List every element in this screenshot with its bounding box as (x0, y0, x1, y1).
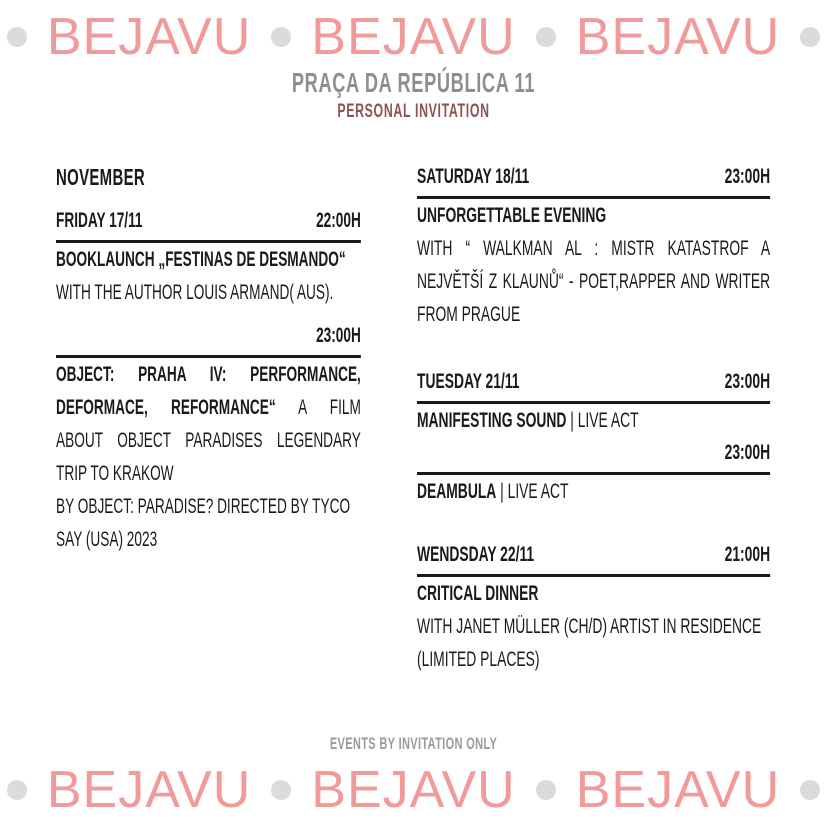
event-description-line: TRIP TO KRAKOW (56, 462, 174, 485)
event-time: 22:00H (316, 209, 361, 232)
event-subtitle-segment: | LIVE ACT (566, 409, 639, 432)
logo-wordmark: BEJAVU (575, 8, 781, 66)
month-heading: NOVEMBER (56, 164, 145, 190)
separator-dot-icon (800, 27, 820, 47)
logo-wordmark: BEJAVU (311, 761, 516, 819)
event-title (417, 404, 770, 437)
separator-dot-icon (536, 27, 556, 47)
separator-dot-icon (536, 780, 556, 800)
event-title: UNFORGETTABLE EVENING (417, 204, 607, 227)
event-title (417, 475, 770, 508)
event-dateline (417, 437, 770, 475)
logo-banner-bottom (0, 753, 827, 827)
logo-banner-top (0, 0, 827, 74)
event-dateline (56, 205, 361, 243)
event-description-line: NEJVĚTŠÍ Z KLAUNŮ“ - POET,RAPPER AND WRITER (417, 270, 771, 293)
event-description-line: (LIMITED PLACES) (417, 648, 540, 671)
separator-dot-icon (7, 27, 27, 47)
event-time: 21:00H (724, 543, 771, 566)
event-title-line (56, 391, 361, 424)
event-day: FRIDAY 17/11 (56, 209, 143, 232)
event-time: 23:00H (316, 324, 361, 347)
separator-dot-icon (7, 780, 27, 800)
separator-dot-icon (271, 780, 291, 800)
events-column-right (417, 161, 770, 676)
venue-address: PRAÇA DA REPÚBLICA 11 (291, 67, 536, 98)
separator-dot-icon (800, 780, 820, 800)
event-description-segment: A FILM (275, 396, 361, 419)
event-description-line: BY OBJECT: PARADISE? DIRECTED BY TYCO (56, 495, 351, 518)
event-dateline (417, 366, 770, 404)
event-description-line: WITH “ WALKMAN AL : MISTR KATASTROF A (417, 237, 771, 260)
event-dateline (417, 539, 770, 577)
event-time: 23:00H (724, 165, 771, 188)
event-time: 23:00H (724, 441, 771, 464)
logo-wordmark: BEJAVU (46, 8, 252, 66)
event-title-segment: MANIFESTING SOUND (417, 409, 567, 432)
event-title: BOOKLAUNCH „FESTINAS DE DESMANDO“ (56, 248, 346, 271)
event-subtitle-segment: | LIVE ACT (496, 480, 569, 503)
event-time: 23:00H (724, 370, 771, 393)
event-description-line: WITH THE AUTHOR LOUIS ARMAND( AUS). (56, 281, 334, 304)
event-dateline (56, 320, 361, 358)
invitation-subtitle: PERSONAL INVITATION (337, 101, 490, 122)
logo-wordmark: BEJAVU (46, 761, 252, 819)
event-day: TUESDAY 21/11 (417, 370, 520, 393)
event-title-segment: DEFORMACE, REFORMANCE“ (56, 396, 276, 419)
logo-wordmark: BEJAVU (311, 8, 516, 66)
event-description-line: FROM PRAGUE (417, 303, 521, 326)
event-day: WENDSDAY 22/11 (417, 543, 535, 566)
event-dateline (417, 161, 770, 199)
event-description-line: WITH JANET MÜLLER (CH/D) ARTIST IN RESIDENCE (417, 615, 762, 638)
event-title: CRITICAL DINNER (417, 582, 539, 605)
event-description-line: ABOUT OBJECT PARADISES LEGENDARY (56, 429, 361, 452)
event-description-line: SAY (USA) 2023 (56, 528, 158, 551)
event-title-line: OBJECT: PRAHA IV: PERFORMANCE, (56, 363, 361, 386)
event-day: SATURDAY 18/11 (417, 165, 530, 188)
separator-dot-icon (271, 27, 291, 47)
logo-wordmark: BEJAVU (575, 761, 781, 819)
events-column-left (56, 161, 361, 556)
event-title-segment: DEAMBULA (417, 480, 497, 503)
footer-note: EVENTS BY INVITATION ONLY (329, 734, 498, 753)
